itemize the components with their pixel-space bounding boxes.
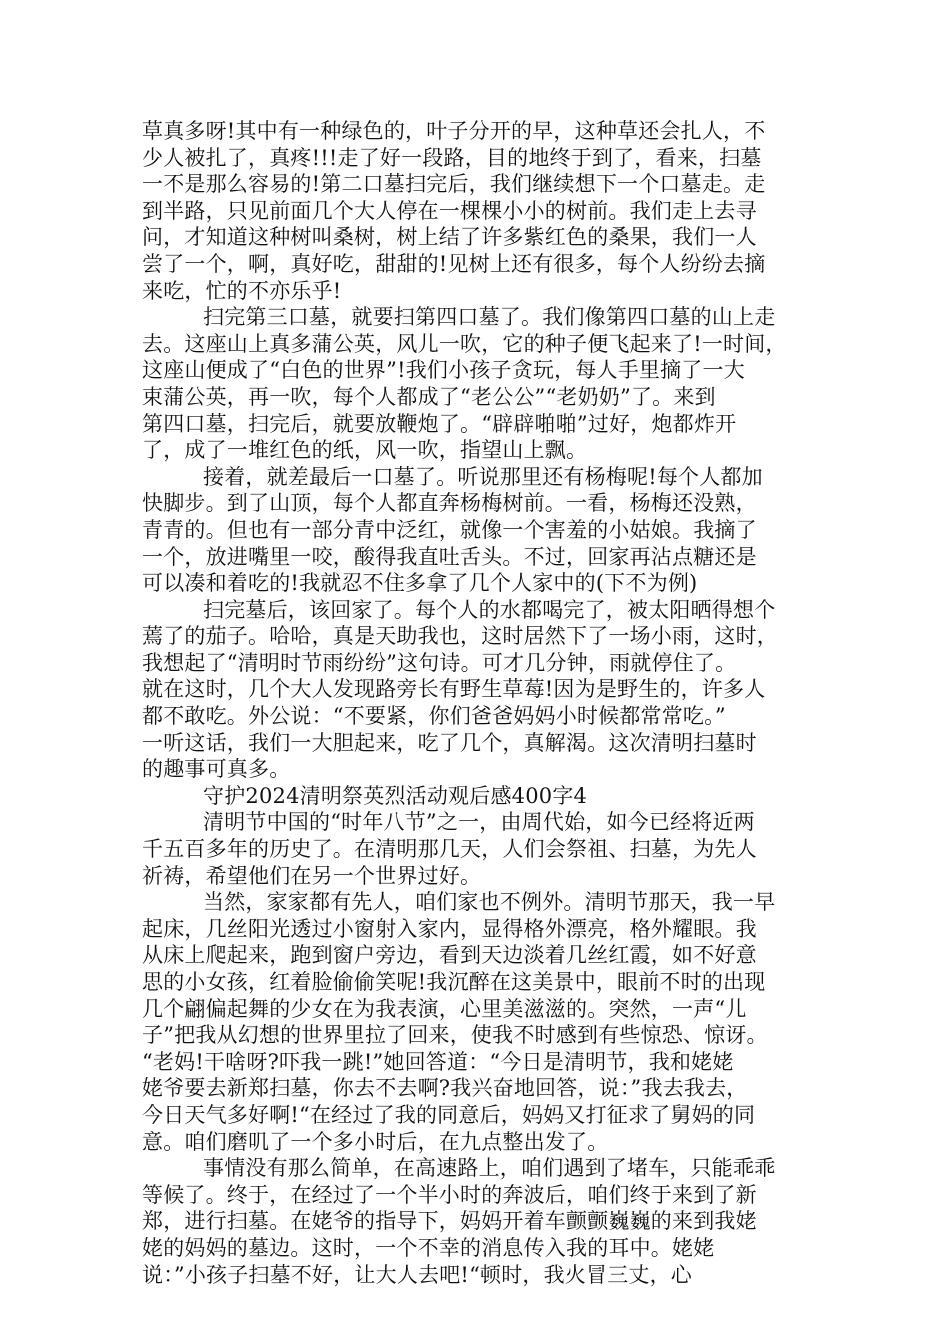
- text-line: 可以凑和着吃的!我就忍不住多拿了几个人家中的(下不为例): [142, 571, 698, 596]
- text-line: 思的小女孩，红着脸偷偷笑呢!我沉醉在这美景中，眼前不时的出现: [142, 970, 766, 994]
- text-line: 千五百多年的历史了。在清明那几天，人们会祭祖、扫墓，为先人: [142, 837, 757, 862]
- text-line: 都不敢吃。外公说：“不要紧，你们爸爸妈妈小时候都常常吃。”: [142, 704, 726, 729]
- text-line: 郑，进行扫墓。在姥爷的指导下，妈妈开着车颤颤巍巍的来到我姥: [142, 1209, 757, 1234]
- text-line: 接着，就差最后一口墓了。听说那里还有杨梅呢!每个人都加: [203, 464, 763, 489]
- text-line: 少人被扎了，真疼!!!走了好一段路，目的地终于到了，看来，扫墓: [142, 145, 762, 170]
- text-line: 我想起了“清明时节雨纷纷”这句诗。可才几分钟，雨就停住了。: [142, 650, 737, 675]
- text-line: 问，才知道这种树叫桑树，树上结了许多紫红色的桑果，我们一人: [142, 225, 757, 250]
- text-line: “老妈!干啥呀?吓我一跳!”她回答道：“今日是清明节，我和姥姥: [142, 1049, 734, 1074]
- text-line: 守护2024清明祭英烈活动观后感400字4: [203, 783, 588, 808]
- text-line: 一听这话，我们一大胆起来，吃了几个，真解渴。这次清明扫墓时: [142, 730, 757, 755]
- text-line: 事情没有那么简单，在高速路上，咱们遇到了堵车，只能乖乖: [203, 1156, 776, 1181]
- text-line: 姥的妈妈的墓边。这时，一个不幸的消息传入我的耳中。姥姥: [142, 1235, 715, 1260]
- document-body: [142, 118, 808, 1288]
- text-line: 这座山便成了“白色的世界”!我们小孩子贪玩，每人手里摘了一大: [142, 358, 745, 383]
- text-line: 当然，家家都有先人，咱们家也不例外。清明节那天，我一早: [203, 890, 776, 915]
- text-line: 第四口墓，扫完后，就要放鞭炮了。“辟辟啪啪”过好，炮都炸开: [142, 411, 737, 436]
- text-line: 一个，放进嘴里一咬，酸得我直吐舌头。不过，回家再沾点糖还是: [142, 544, 757, 569]
- text-line: 的趣事可真多。: [142, 757, 291, 782]
- text-line: 清明节中国的“时年八节”之一，由周代始，如今已经将近两: [203, 810, 755, 835]
- text-line: 快脚步。到了山顶，每个人都直奔杨梅树前。一看，杨梅还没熟，: [142, 491, 757, 516]
- text-line: 草真多呀!其中有一种绿色的，叶子分开的早，这种草还会扎人，不: [142, 119, 766, 143]
- text-line: 祈祷，希望他们在另一个世界过好。: [142, 863, 482, 888]
- text-line: 就在这时，几个大人发现路旁长有野生草莓!因为是野生的，许多人: [142, 677, 766, 702]
- text-line: 蔫了的茄子。哈哈，真是天助我也，这时居然下了一场小雨，这时，: [142, 624, 778, 649]
- text-line: 一不是那么容易的!第二口墓扫完后，我们继续想下一个口墓走。走: [142, 172, 766, 197]
- text-line: 去。这座山上真多蒲公英，风儿一吹，它的种子便飞起来了!一时间，: [142, 331, 787, 356]
- text-line: 几个翩偏起舞的少女在为我表演，心里美滋滋的。突然，一声“儿: [142, 996, 747, 1021]
- text-line: 今日天气多好啊!“在经过了我的同意后，妈妈又打征求了舅妈的同: [142, 1102, 756, 1127]
- text-line: 青青的。但也有一部分青中泛红，就像一个害羞的小姑娘。我摘了: [142, 517, 757, 542]
- text-line: 来吃，忙的不亦乐乎!: [142, 278, 342, 303]
- text-line: 从床上爬起来，跑到窗户旁边，看到天边淡着几丝红霞，如不好意: [142, 943, 757, 968]
- text-line: 意。咱们磨叽了一个多小时后，在九点整出发了。: [142, 1129, 609, 1154]
- text-line: 尝了一个，啊，真好吃，甜甜的!见树上还有很多，每个人纷纷去摘: [142, 251, 766, 276]
- text-line: 子”把我从幻想的世界里拉了回来，使我不时感到有些惊恐、惊讶。: [142, 1023, 768, 1048]
- text-line: 姥爷要去新郑扫墓，你去不去啊?我兴奋地回答，说：”我去我去，: [142, 1076, 748, 1101]
- text-line: 到半路，只见前面几个大人停在一棵棵小小的树前。我们走上去寻: [142, 198, 757, 223]
- text-line: 扫完第三口墓，就要扫第四口墓了。我们像第四口墓的山上走: [203, 305, 776, 330]
- text-line: 扫完墓后，该回家了。每个人的水都喝完了，被太阳晒得想个: [203, 597, 776, 622]
- text-line: 起床，几丝阳光透过小窗射入家内，显得格外漂亮，格外耀眼。我: [142, 916, 757, 941]
- text-line: 等候了。终于，在经过了一个半小时的奔波后，咱们终于来到了新: [142, 1182, 757, 1207]
- text-line: 了，成了一堆红色的纸，风一吹，指望山上飘。: [142, 438, 588, 463]
- text-line: 说：”小孩子扫墓不好，让大人去吧!“顿时，我火冒三丈，心: [142, 1262, 693, 1287]
- text-line: 束蒲公英，再一吹，每个人都成了“老公公”“老奶奶”了。来到: [142, 384, 716, 409]
